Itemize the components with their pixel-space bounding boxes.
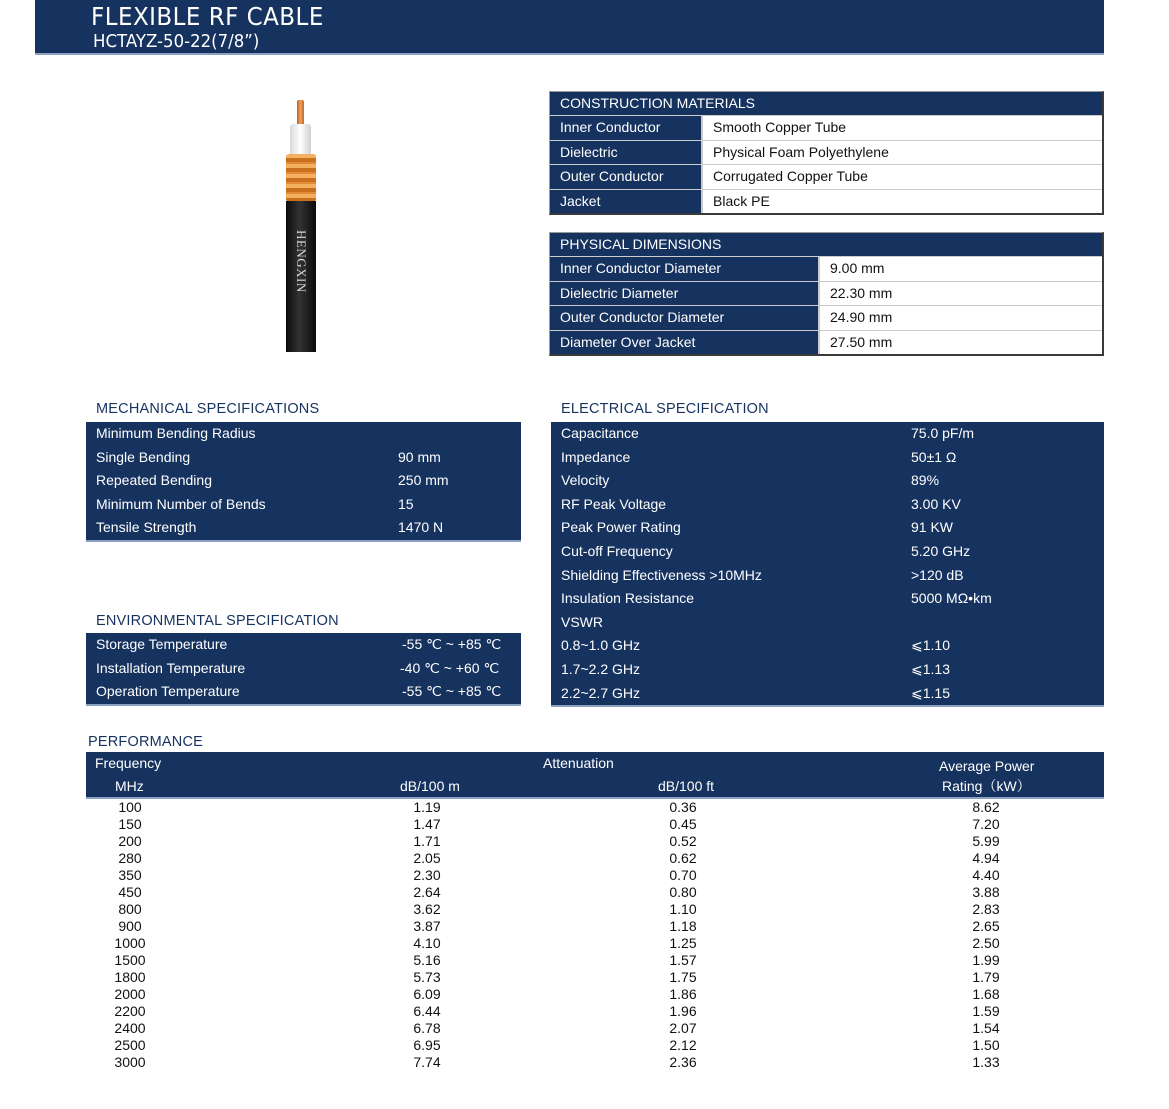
row-value: 22.30 mm	[820, 282, 1102, 306]
cell-power: 2.50	[972, 935, 1000, 951]
row-label: Dielectric Diameter	[550, 282, 818, 306]
table-row	[550, 331, 1102, 355]
cell-db-ft: 0.45	[669, 816, 697, 832]
row-label: Dielectric	[550, 141, 701, 165]
row-value: >120 dB	[911, 566, 964, 583]
col-attenuation: Attenuation	[543, 755, 614, 771]
construction-title: CONSTRUCTION MATERIALS	[550, 92, 1102, 115]
cell-db-m: 3.87	[413, 918, 441, 934]
table-row	[550, 141, 1102, 165]
row-value: Black PE	[703, 190, 1102, 214]
cell-db-m: 6.95	[413, 1037, 441, 1053]
table-row	[550, 190, 1102, 214]
table-row	[551, 682, 1104, 706]
cell-db-ft: 1.86	[669, 986, 697, 1002]
table-row	[86, 1003, 1104, 1020]
table-row	[551, 611, 1104, 635]
table-row	[550, 282, 1102, 306]
cell-power: 5.99	[972, 833, 1000, 849]
table-row	[86, 1054, 1104, 1071]
table-row	[86, 446, 521, 470]
table-row	[86, 833, 1104, 850]
cell-db-ft: 1.10	[669, 901, 697, 917]
row-label: 0.8~1.0 GHz	[561, 637, 640, 654]
table-row	[550, 116, 1102, 140]
row-label: Outer Conductor	[550, 165, 701, 189]
row-label: Minimum Bending Radius	[96, 425, 256, 441]
cell-db-m: 6.44	[413, 1003, 441, 1019]
cell-freq: 2400	[114, 1020, 146, 1036]
row-label: Cut-off Frequency	[561, 542, 673, 559]
table-row	[86, 850, 1104, 867]
table-row	[86, 935, 1104, 952]
cell-db-m: 2.30	[413, 867, 441, 883]
dielectric-graphic	[290, 124, 311, 156]
cell-db-ft: 1.57	[669, 952, 697, 968]
cell-db-m: 6.78	[413, 1020, 441, 1036]
cell-db-m: 1.71	[413, 833, 441, 849]
cell-power: 4.40	[972, 867, 1000, 883]
row-value: ⩽1.15	[911, 684, 950, 701]
col-att-per-100ft: dB/100 ft	[658, 778, 715, 794]
row-value: -40 ℃ ~ +60 ℃	[400, 659, 500, 676]
row-value: Corrugated Copper Tube	[703, 165, 1102, 189]
row-label: RF Peak Voltage	[561, 495, 667, 512]
row-label: Inner Conductor Diameter	[550, 257, 818, 281]
table-row	[86, 952, 1104, 969]
row-label: Peak Power Rating	[561, 519, 681, 536]
cell-db-ft: 0.80	[669, 884, 697, 900]
cell-db-ft: 1.25	[669, 935, 697, 951]
electrical-title: ELECTRICAL SPECIFICATION	[561, 401, 769, 417]
col-frequency-unit: MHz	[115, 778, 144, 794]
outer-conductor-graphic	[286, 154, 316, 202]
row-value: 250 mm	[398, 472, 449, 489]
cell-power: 1.50	[972, 1037, 1000, 1053]
cell-power: 1.33	[972, 1054, 1000, 1070]
row-label: Outer Conductor Diameter	[550, 306, 818, 330]
cell-power: 2.83	[972, 901, 1000, 917]
electrical-spec-table	[551, 422, 1104, 707]
table-row	[551, 587, 1104, 611]
row-label: Minimum Number of Bends	[96, 495, 266, 512]
environmental-spec-table	[86, 633, 521, 706]
cell-freq: 2000	[114, 986, 146, 1002]
cell-power: 1.79	[972, 969, 1000, 985]
cell-freq: 1800	[114, 969, 146, 985]
row-value: 91 KW	[911, 519, 954, 536]
row-value: Smooth Copper Tube	[703, 116, 1102, 140]
cell-db-ft: 1.75	[669, 969, 697, 985]
cell-db-m: 2.64	[413, 884, 441, 900]
row-label: VSWR	[561, 613, 603, 630]
row-label: Diameter Over Jacket	[550, 331, 818, 355]
table-row	[86, 633, 521, 657]
row-label: Repeated Bending	[96, 472, 212, 489]
cell-power: 8.62	[972, 799, 1000, 815]
col-att-per-100m: dB/100 m	[400, 778, 460, 794]
row-value: 5.20 GHz	[911, 542, 971, 559]
row-label: 1.7~2.2 GHz	[561, 660, 640, 677]
table-row	[551, 516, 1104, 540]
row-value: 24.90 mm	[820, 306, 1102, 330]
cell-db-ft: 0.52	[669, 833, 697, 849]
cell-db-ft: 2.07	[669, 1020, 697, 1036]
cell-power: 2.65	[972, 918, 1000, 934]
cell-freq: 900	[118, 918, 142, 934]
cell-db-m: 1.47	[413, 816, 441, 832]
cell-power: 4.94	[972, 850, 1000, 866]
table-row	[86, 867, 1104, 884]
cell-power: 1.54	[972, 1020, 1000, 1036]
brand-print: HENGXIN	[294, 230, 309, 293]
row-label: Storage Temperature	[96, 636, 228, 652]
col-frequency: Frequency	[95, 755, 162, 771]
cell-freq: 2500	[114, 1037, 146, 1053]
table-row	[86, 422, 521, 446]
row-value: 89%	[911, 472, 940, 489]
row-value: 27.50 mm	[820, 331, 1102, 355]
cell-freq: 200	[118, 833, 142, 849]
cell-db-ft: 0.62	[669, 850, 697, 866]
document-title: FLEXIBLE RF CABLE	[91, 2, 324, 31]
row-label: Impedance	[561, 448, 631, 465]
cell-db-m: 1.19	[413, 799, 441, 815]
cable-product-image	[286, 100, 316, 352]
row-value: 90 mm	[398, 448, 441, 465]
cell-db-m: 7.74	[413, 1054, 441, 1070]
row-label: Insulation Resistance	[561, 590, 695, 607]
table-row	[86, 657, 521, 681]
table-row	[551, 658, 1104, 682]
table-row	[551, 469, 1104, 493]
row-value: 1470 N	[398, 519, 444, 536]
table-row	[550, 165, 1102, 189]
cell-power: 1.59	[972, 1003, 1000, 1019]
table-row	[86, 986, 1104, 1003]
construction-materials-table	[549, 91, 1104, 215]
cell-freq: 450	[118, 884, 142, 900]
cell-db-ft: 1.96	[669, 1003, 697, 1019]
table-row	[86, 1037, 1104, 1054]
row-value: 3.00 KV	[911, 495, 961, 512]
cell-db-m: 2.05	[413, 850, 441, 866]
row-value: -55 ℃ ~ +85 ℃	[402, 636, 502, 652]
row-value: 50±1 Ω	[911, 448, 957, 465]
col-power-line1: Average Power	[939, 758, 1035, 774]
table-row	[550, 257, 1102, 281]
row-label: Velocity	[561, 472, 610, 489]
title-banner	[35, 0, 1104, 55]
row-label: Shielding Effectiveness >10MHz	[561, 566, 762, 583]
physical-dimensions-table	[549, 232, 1104, 356]
cell-db-ft: 1.18	[669, 918, 697, 934]
cell-db-m: 5.73	[413, 969, 441, 985]
row-value: -55 ℃ ~ +85 ℃	[402, 683, 502, 700]
cell-db-ft: 0.70	[669, 867, 697, 883]
cell-db-ft: 2.12	[669, 1037, 697, 1053]
row-value: 75.0 pF/m	[911, 425, 975, 441]
performance-table-body	[86, 799, 1104, 1071]
table-row	[551, 540, 1104, 564]
cell-db-m: 6.09	[413, 986, 441, 1002]
cell-db-ft: 2.36	[669, 1054, 697, 1070]
row-value: 15	[398, 495, 414, 512]
table-row	[86, 918, 1104, 935]
cell-power: 3.88	[972, 884, 1000, 900]
performance-title: PERFORMANCE	[88, 734, 203, 750]
row-value: 5000 MΩ•km	[911, 590, 992, 607]
table-row	[551, 564, 1104, 588]
row-value: ⩽1.13	[911, 660, 950, 677]
cell-freq: 280	[118, 850, 142, 866]
cell-freq: 800	[118, 901, 142, 917]
cell-freq: 1500	[114, 952, 146, 968]
cell-power: 1.99	[972, 952, 1000, 968]
table-row	[551, 422, 1104, 446]
cell-freq: 1000	[114, 935, 146, 951]
table-row	[551, 446, 1104, 470]
table-row	[86, 469, 521, 493]
table-row	[86, 969, 1104, 986]
cell-freq: 350	[118, 867, 142, 883]
cell-freq: 2200	[114, 1003, 146, 1019]
table-row	[551, 493, 1104, 517]
row-label: Inner Conductor	[550, 116, 701, 140]
cell-db-m: 3.62	[413, 901, 441, 917]
table-row	[550, 306, 1102, 330]
table-row	[86, 901, 1104, 918]
physical-title: PHYSICAL DIMENSIONS	[550, 233, 1102, 256]
cell-power: 1.68	[972, 986, 1000, 1002]
cell-power: 7.20	[972, 816, 1000, 832]
row-value: Physical Foam Polyethylene	[703, 141, 1102, 165]
cell-freq: 3000	[114, 1054, 146, 1070]
cell-freq: 150	[118, 816, 142, 832]
table-row	[86, 816, 1104, 833]
table-row	[86, 680, 521, 704]
row-label: Single Bending	[96, 448, 191, 465]
mechanical-title: MECHANICAL SPECIFICATIONS	[96, 401, 320, 417]
row-value: ⩽1.10	[911, 637, 950, 654]
table-row	[86, 493, 521, 517]
cell-freq: 100	[118, 799, 142, 815]
col-power-line2: Rating（kW）	[942, 778, 1031, 794]
table-row	[86, 799, 1104, 816]
model-number: HCTAYZ-50-22(7/8”)	[93, 31, 260, 52]
table-row	[86, 516, 521, 540]
cell-db-m: 4.10	[413, 935, 441, 951]
cell-db-m: 5.16	[413, 952, 441, 968]
mechanical-spec-table	[86, 422, 521, 542]
cell-db-ft: 0.36	[669, 799, 697, 815]
table-row	[86, 1020, 1104, 1037]
table-row	[551, 634, 1104, 658]
table-row	[86, 884, 1104, 901]
row-label: Installation Temperature	[96, 659, 246, 676]
row-label: Capacitance	[561, 425, 639, 441]
row-label: 2.2~2.7 GHz	[561, 684, 640, 701]
row-value: 9.00 mm	[820, 257, 1102, 281]
row-label: Operation Temperature	[96, 683, 240, 700]
row-label: Tensile Strength	[96, 519, 197, 536]
performance-table-header	[86, 752, 1104, 799]
row-label: Jacket	[550, 190, 701, 214]
environmental-title: ENVIRONMENTAL SPECIFICATION	[96, 613, 339, 629]
